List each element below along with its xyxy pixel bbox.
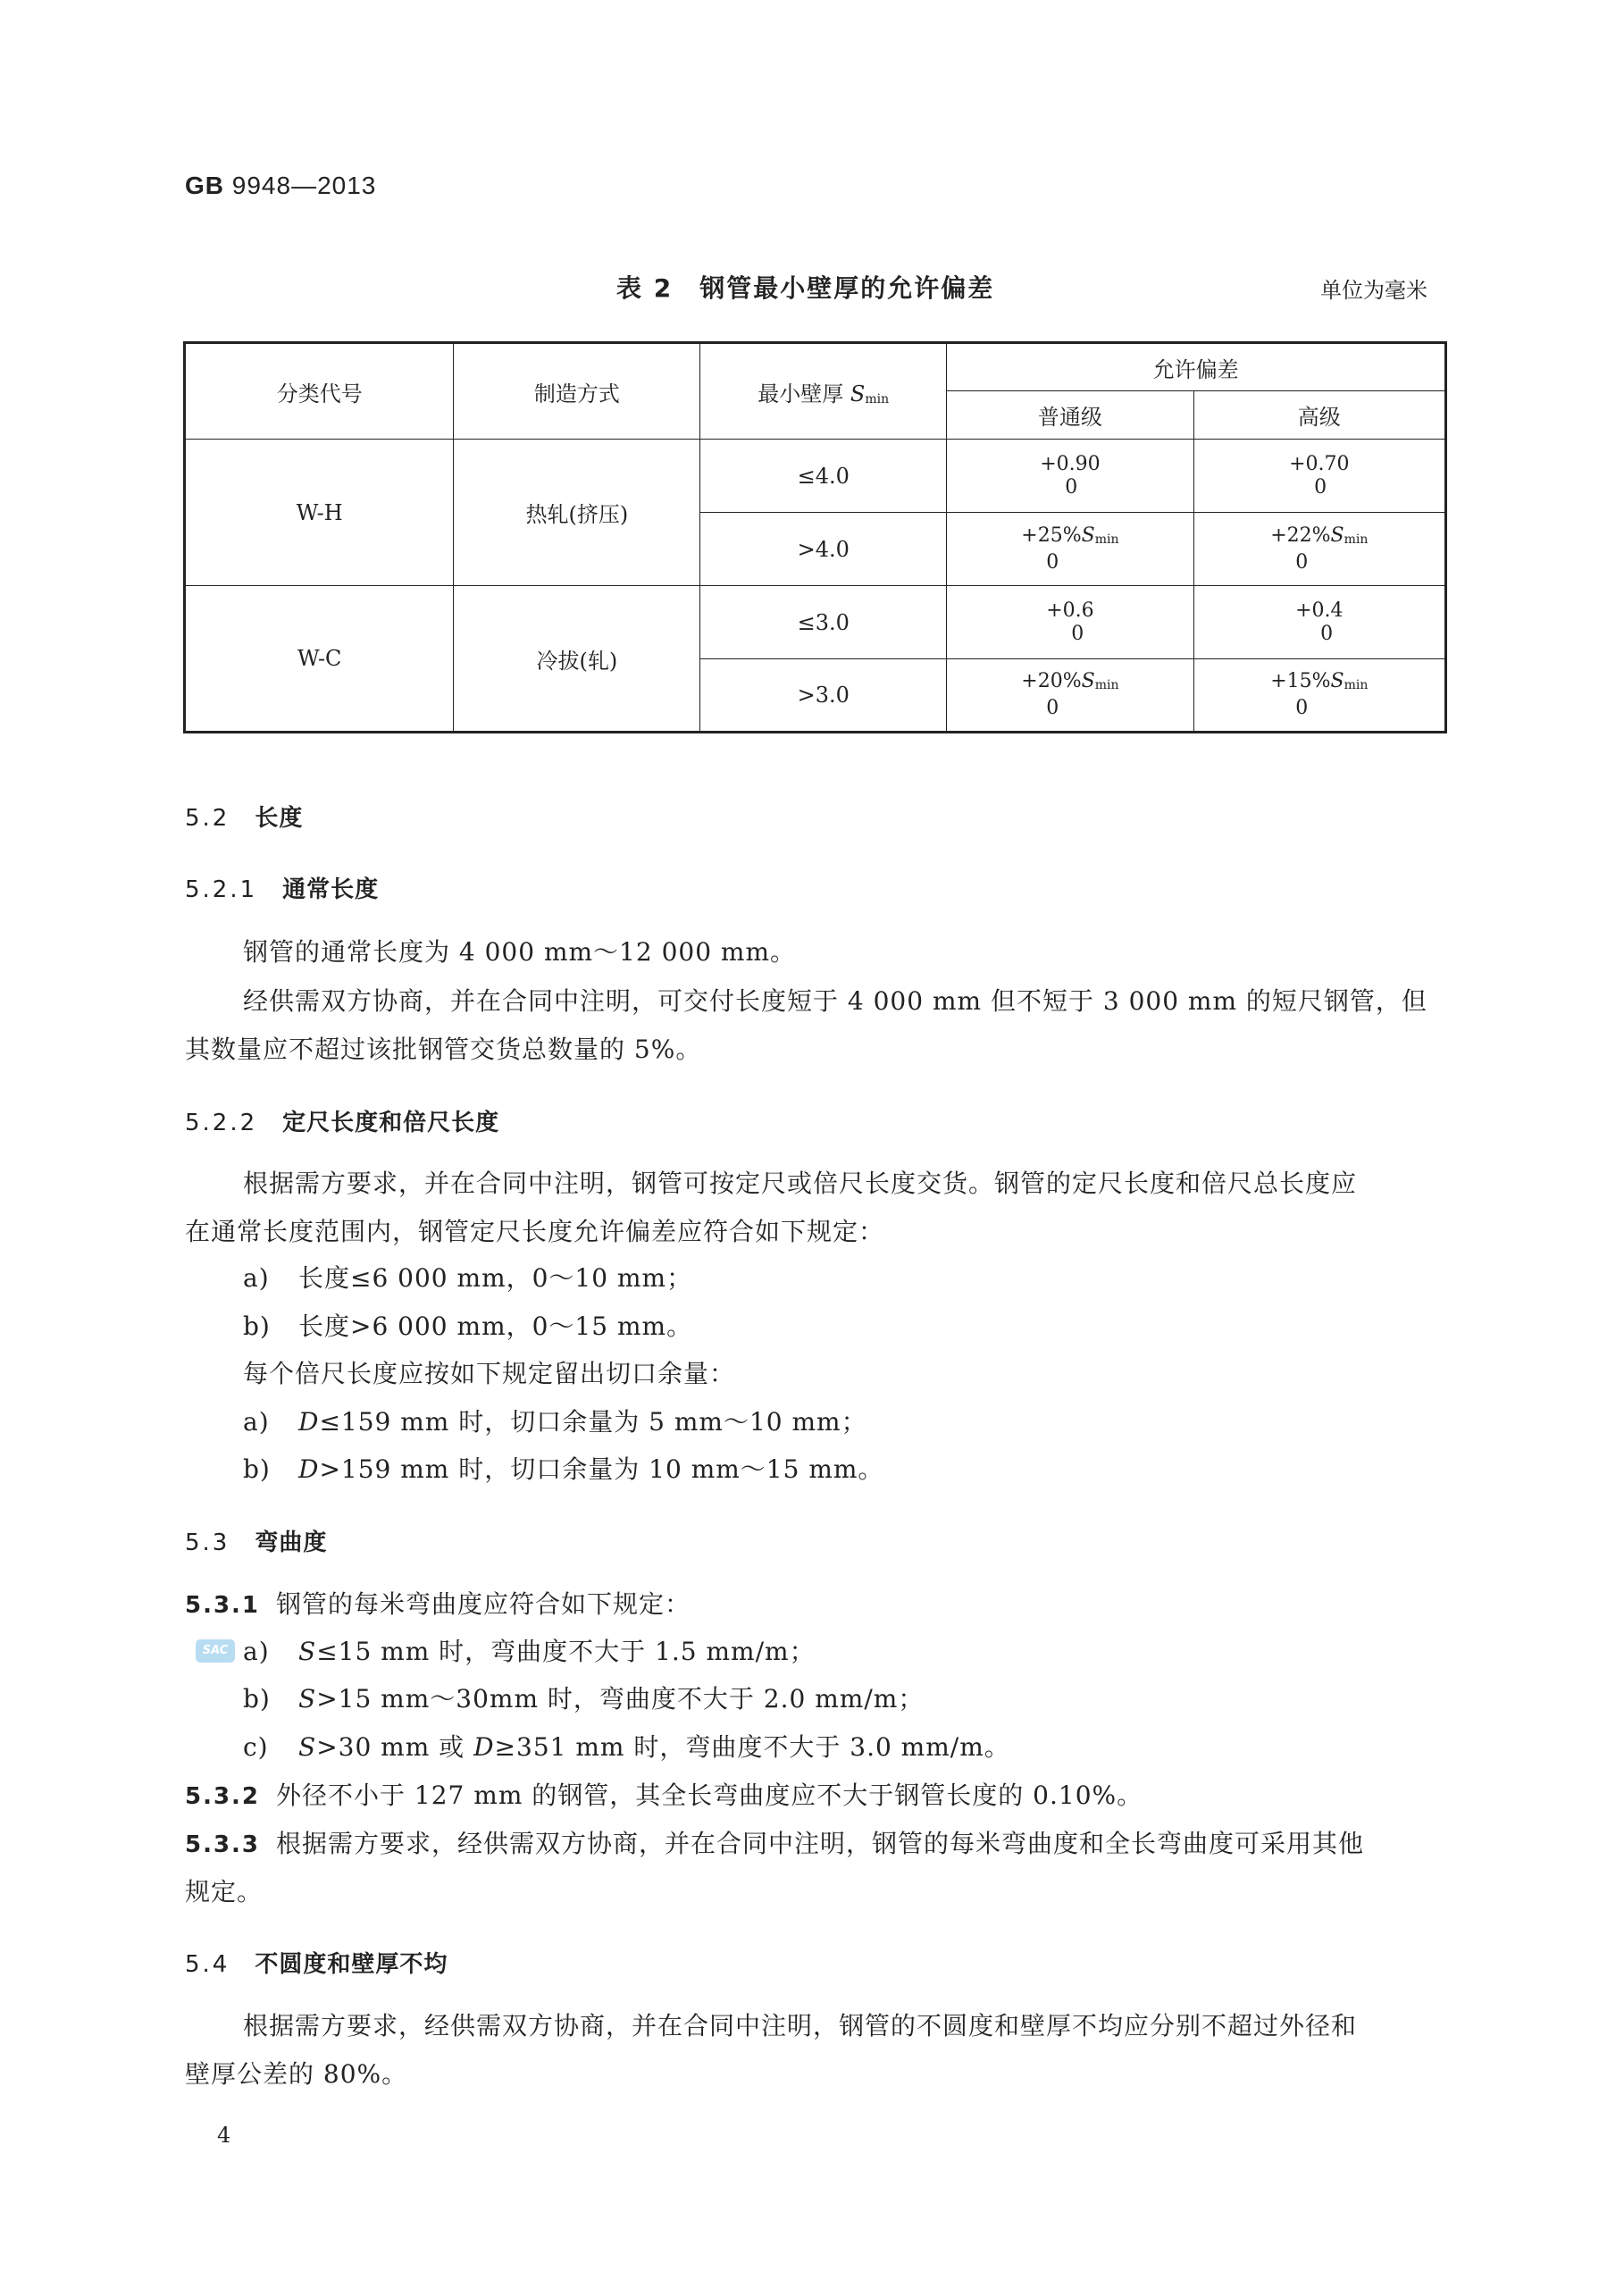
list-symbol: D <box>298 1407 320 1437</box>
tol-subscript: min <box>1344 532 1369 547</box>
paragraph: 钢管的通常长度为 4 000 mm～12 000 mm。 <box>243 937 797 967</box>
tol-lower: 0 <box>1065 475 1078 499</box>
tol-lower: 0 <box>1046 697 1059 719</box>
tol-upper: +15% <box>1270 670 1331 692</box>
section-heading-5-2-2 <box>185 1104 499 1137</box>
tol-subscript: min <box>1094 678 1119 692</box>
paragraph: 其数量应不超过该批钢管交货总数量的 5%。 <box>185 1035 702 1064</box>
section-title: 通常长度 <box>282 876 380 903</box>
paragraph: 在通常长度范围内，钢管定尺长度允许偏差应符合如下规定： <box>185 1217 885 1246</box>
standard-prefix: GB <box>185 172 224 199</box>
cell-normal <box>947 586 1193 659</box>
tol-lower: 0 <box>1295 550 1309 574</box>
section-number: 5.2.2 <box>185 1110 258 1136</box>
paragraph: 经供需双方协商，并在合同中注明，可交付长度短于 4 000 mm 但不短于 3 000 mm 的短尺钢管，但 <box>243 986 1427 1016</box>
list-item <box>243 1730 1010 1765</box>
list-item <box>243 1404 867 1440</box>
tol-lower: 0 <box>1320 622 1334 645</box>
list-label: a) <box>243 1407 270 1437</box>
tol-upper: +0.4 <box>1295 599 1344 622</box>
tol-upper: +0.70 <box>1289 452 1350 475</box>
table-row <box>185 440 1446 513</box>
tol-lower: 0 <box>1046 550 1059 574</box>
paragraph: 每个倍尺长度应按如下规定留出切口余量： <box>243 1359 736 1388</box>
list-symbol: D <box>298 1454 320 1484</box>
header-min-wall <box>700 343 947 440</box>
clause-5-3-2 <box>185 1778 1143 1814</box>
paragraph: 规定。 <box>185 1877 264 1906</box>
list-symbol: S <box>298 1732 317 1762</box>
clause-number: 5.3.2 <box>185 1783 261 1810</box>
tol-upper: +0.6 <box>1046 599 1094 622</box>
section-heading-5-4 <box>185 1946 448 1979</box>
cell-method: 热轧(挤压) <box>454 440 700 586</box>
section-number: 5.3 <box>185 1529 230 1556</box>
section-heading-5-2 <box>185 800 303 833</box>
list-label: b) <box>243 1311 271 1341</box>
tol-lower: 0 <box>1071 622 1084 645</box>
list-label: a) <box>243 1637 270 1666</box>
cell-code: W-H <box>185 440 454 586</box>
tol-symbol: S <box>1330 670 1344 692</box>
header-high: 高级 <box>1193 391 1445 440</box>
list-symbol-2: D <box>473 1732 495 1762</box>
tolerance-table <box>183 341 1447 733</box>
cell-code: W-C <box>185 586 454 733</box>
list-text-2: ≥351 mm 时，弯曲度不大于 3.0 mm/m。 <box>494 1732 1010 1762</box>
section-title: 弯曲度 <box>255 1529 328 1556</box>
cell-method: 冷拔(轧) <box>454 586 700 733</box>
header-min-wall-subscript: min <box>865 391 890 406</box>
table-title: 表 2 钢管最小壁厚的允许偏差 <box>616 273 995 303</box>
list-item <box>243 1681 924 1717</box>
sac-watermark-logo: SAC <box>196 1639 235 1663</box>
header-normal: 普通级 <box>947 391 1193 440</box>
cell-range: >3.0 <box>700 659 947 733</box>
tol-symbol: S <box>1330 524 1344 547</box>
list-item <box>243 1634 816 1670</box>
table-row <box>185 586 1446 659</box>
header-tolerance: 允许偏差 <box>947 343 1446 391</box>
header-min-wall-symbol: S <box>850 381 866 406</box>
paragraph: 壁厚公差的 80%。 <box>185 2059 408 2089</box>
standard-number <box>185 172 376 200</box>
header-method: 制造方式 <box>454 343 700 440</box>
cell-high <box>1193 513 1445 586</box>
list-label: c) <box>243 1732 269 1762</box>
page-number: 4 <box>217 2123 231 2148</box>
list-label: a) <box>243 1263 270 1293</box>
section-heading-5-3 <box>185 1524 327 1557</box>
tol-upper: +0.90 <box>1040 452 1101 475</box>
list-text: >15 mm～30mm 时，弯曲度不大于 2.0 mm/m； <box>316 1684 925 1714</box>
clause-number: 5.3.3 <box>185 1831 261 1858</box>
header-code: 分类代号 <box>185 343 454 440</box>
section-number: 5.2.1 <box>185 876 258 903</box>
cell-high <box>1193 440 1445 513</box>
list-text: >159 mm 时，切口余量为 10 mm～15 mm。 <box>319 1454 884 1484</box>
list-item <box>243 1452 883 1487</box>
tol-subscript: min <box>1094 532 1119 547</box>
cell-normal <box>947 659 1193 733</box>
clause-5-3-3 <box>185 1826 1364 1863</box>
standard-code: 9948—2013 <box>231 172 377 199</box>
cell-normal <box>947 440 1193 513</box>
cell-range: ≤4.0 <box>700 440 947 513</box>
list-text: 长度≤6 000 mm，0～10 mm； <box>298 1263 693 1293</box>
list-item <box>243 1309 692 1345</box>
list-text: >30 mm 或 <box>316 1732 474 1762</box>
cell-high <box>1193 586 1445 659</box>
section-heading-5-2-1 <box>185 871 379 904</box>
header-min-wall-label: 最小壁厚 <box>758 381 850 406</box>
list-text: ≤159 mm 时，切口余量为 5 mm～10 mm； <box>319 1407 867 1437</box>
section-title: 定尺长度和倍尺长度 <box>282 1110 500 1136</box>
cell-range: >4.0 <box>700 513 947 586</box>
table-unit: 单位为毫米 <box>1320 278 1427 303</box>
list-text: 长度>6 000 mm，0～15 mm。 <box>298 1311 693 1341</box>
tol-symbol: S <box>1081 524 1095 547</box>
tol-lower: 0 <box>1295 697 1309 719</box>
tol-symbol: S <box>1081 670 1095 692</box>
list-label: b) <box>243 1454 271 1484</box>
paragraph: 根据需方要求，经供需双方协商，并在合同中注明，钢管的不圆度和壁厚不均应分别不超过外径和 <box>243 2011 1358 2040</box>
clause-number: 5.3.1 <box>185 1592 261 1619</box>
section-title: 不圆度和壁厚不均 <box>255 1951 448 1978</box>
clause-text: 钢管的每米弯曲度应符合如下规定： <box>276 1589 691 1619</box>
cell-high <box>1193 659 1445 733</box>
list-item <box>243 1261 692 1296</box>
section-number: 5.2 <box>185 805 230 832</box>
cell-normal <box>947 513 1193 586</box>
clause-text: 根据需方要求，经供需双方协商，并在合同中注明，钢管的每米弯曲度和全长弯曲度可采用其他 <box>276 1829 1365 1858</box>
clause-text: 外径不小于 127 mm 的钢管，其全长弯曲度应不大于钢管长度的 0.10%。 <box>276 1781 1143 1810</box>
tol-upper: +22% <box>1270 524 1331 547</box>
clause-5-3-1 <box>185 1587 691 1623</box>
list-label: b) <box>243 1684 271 1714</box>
cell-range: ≤3.0 <box>700 586 947 659</box>
tol-subscript: min <box>1344 678 1369 692</box>
section-title: 长度 <box>255 805 304 832</box>
list-symbol: S <box>298 1637 317 1666</box>
tol-upper: +20% <box>1021 670 1082 692</box>
paragraph: 根据需方要求，并在合同中注明，钢管可按定尺或倍尺长度交货。钢管的定尺长度和倍尺总长度应 <box>243 1169 1358 1198</box>
section-number: 5.4 <box>185 1951 230 1978</box>
tol-upper: +25% <box>1021 524 1082 547</box>
tol-lower: 0 <box>1314 475 1327 499</box>
list-text: ≤15 mm 时，弯曲度不大于 1.5 mm/m； <box>316 1637 816 1666</box>
list-symbol: S <box>298 1684 317 1714</box>
